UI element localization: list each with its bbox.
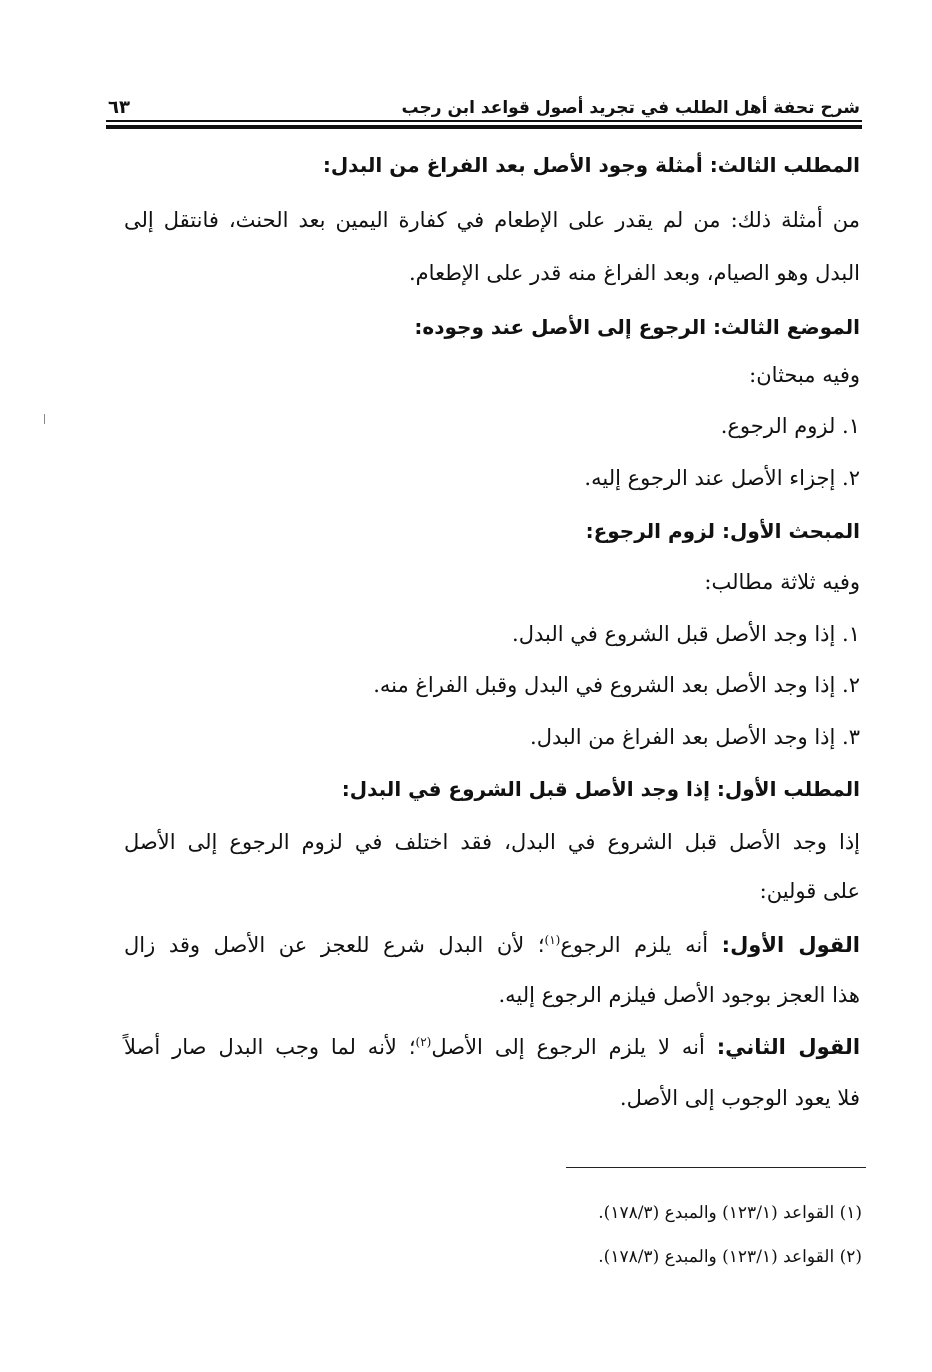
header-title: شرح تحفة أهل الطلب في تجريد أصول قواعد ابن رجب <box>401 98 860 118</box>
footnote-separator <box>566 1167 866 1168</box>
paragraph-line: على قولين: <box>759 879 860 903</box>
list-item: ١. لزوم الرجوع. <box>720 414 860 438</box>
list-item: ٢. إجزاء الأصل عند الرجوع إليه. <box>584 466 860 490</box>
footnote-ref-2[interactable]: (٢) <box>415 1035 432 1049</box>
footnote-1: (١) القواعد (١٢٣/١) والمبدع (١٧٨/٣). <box>598 1203 862 1223</box>
page-number: ٦٣ <box>108 97 130 118</box>
list-intro: وفيه ثلاثة مطالب: <box>704 570 860 594</box>
qawl-2-reason: ؛ لأنه لما وجب البدل صار أصلاً <box>124 1035 416 1059</box>
margin-mark <box>44 414 45 424</box>
paragraph-line-qawl-2 <box>124 1027 860 1067</box>
paragraph-line: هذا العجز بوجود الأصل فيلزم الرجوع إليه. <box>498 983 860 1007</box>
header-rule-thick <box>106 125 862 129</box>
section-heading-matlab-1: المطلب الأول: إذا وجد الأصل قبل الشروع في البدل: <box>341 777 860 801</box>
footnote-2: (٢) القواعد (١٢٣/١) والمبدع (١٧٨/٣). <box>598 1247 862 1267</box>
running-header <box>108 88 860 118</box>
header-rule-thin <box>106 120 862 122</box>
list-item: ١. إذا وجد الأصل قبل الشروع في البدل. <box>512 622 860 646</box>
footnote-ref-1[interactable]: (١) <box>544 933 561 947</box>
paragraph-line: إذا وجد الأصل قبل الشروع في البدل، فقد اختلف في لزوم الرجوع إلى الأصل <box>124 830 860 854</box>
list-item: ٣. إذا وجد الأصل بعد الفراغ من البدل. <box>530 725 860 749</box>
paragraph-line-qawl-1 <box>124 925 860 965</box>
qawl-2-text: أنه لا يلزم الرجوع إلى الأصل <box>431 1035 705 1059</box>
qawl-2-label: القول الثاني: <box>716 1035 861 1059</box>
list-item: ٢. إذا وجد الأصل بعد الشروع في البدل وقبل الفراغ منه. <box>373 673 860 697</box>
list-intro: وفيه مبحثان: <box>749 363 860 387</box>
qawl-1-text: أنه يلزم الرجوع <box>560 933 709 957</box>
section-heading-matlab-3: المطلب الثالث: أمثلة وجود الأصل بعد الفراغ من البدل: <box>322 153 860 177</box>
section-heading-mawdi-3: الموضع الثالث: الرجوع إلى الأصل عند وجوده: <box>414 315 860 339</box>
paragraph-line: من أمثلة ذلك: من لم يقدر على الإطعام في كفارة اليمين بعد الحنث، فانتقل إلى <box>124 208 860 232</box>
qawl-1-reason: ؛ لأن البدل شرع للعجز عن الأصل وقد زال <box>124 933 545 957</box>
section-heading-mabhath-1: المبحث الأول: لزوم الرجوع: <box>585 519 860 543</box>
paragraph-line: البدل وهو الصيام، وبعد الفراغ منه قدر على الإطعام. <box>409 261 860 285</box>
qawl-1-label: القول الأول: <box>721 933 860 957</box>
paragraph-line: فلا يعود الوجوب إلى الأصل. <box>619 1086 860 1110</box>
